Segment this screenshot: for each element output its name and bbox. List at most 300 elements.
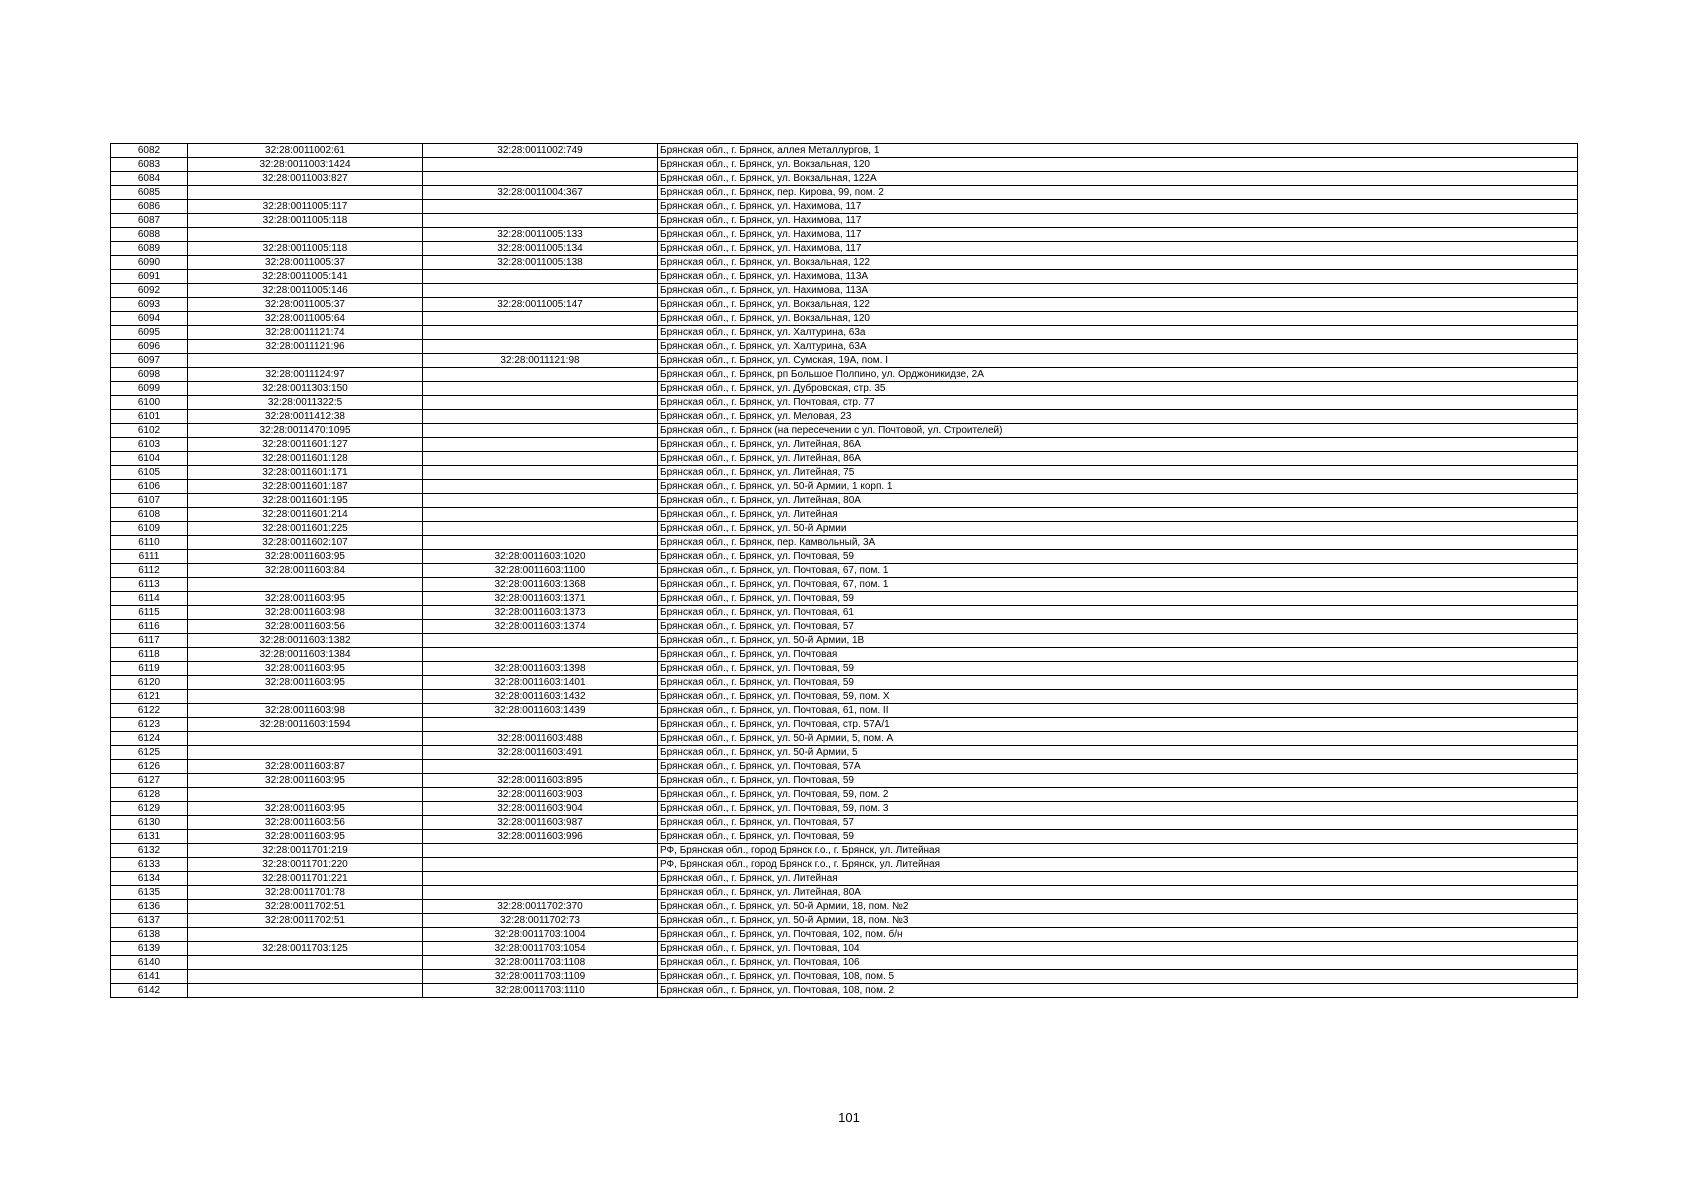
table-row bbox=[111, 956, 1578, 970]
cadastral-number-cell: 32:28:0011603:56 bbox=[188, 620, 423, 634]
address-cell: Брянская обл., г. Брянск, ул. Халтурина, 63а bbox=[658, 326, 1578, 340]
object-cadastral-number-cell bbox=[423, 424, 658, 438]
row-number-cell: 6090 bbox=[111, 256, 188, 270]
object-cadastral-number-cell: 32:28:0011703:1108 bbox=[423, 956, 658, 970]
object-cadastral-number-cell bbox=[423, 634, 658, 648]
row-number-cell: 6082 bbox=[111, 144, 188, 158]
row-number-cell: 6110 bbox=[111, 536, 188, 550]
table-row bbox=[111, 564, 1578, 578]
address-cell: Брянская обл., г. Брянск, ул. Почтовая bbox=[658, 648, 1578, 662]
cadastral-number-cell: 32:28:0011005:118 bbox=[188, 214, 423, 228]
cadastral-number-cell bbox=[188, 732, 423, 746]
object-cadastral-number-cell: 32:28:0011603:1100 bbox=[423, 564, 658, 578]
cadastral-number-cell: 32:28:0011601:171 bbox=[188, 466, 423, 480]
address-cell: Брянская обл., г. Брянск, ул. 50-й Армии, 1В bbox=[658, 634, 1578, 648]
row-number-cell: 6103 bbox=[111, 438, 188, 452]
row-number-cell: 6140 bbox=[111, 956, 188, 970]
table-row bbox=[111, 368, 1578, 382]
address-cell: Брянская обл., г. Брянск, ул. Почтовая, 102, пом. б/н bbox=[658, 928, 1578, 942]
row-number-cell: 6126 bbox=[111, 760, 188, 774]
register-sheet bbox=[110, 143, 1578, 998]
object-cadastral-number-cell bbox=[423, 522, 658, 536]
table-row bbox=[111, 578, 1578, 592]
table-row bbox=[111, 214, 1578, 228]
address-cell: Брянская обл., г. Брянск, ул. Почтовая, 59 bbox=[658, 774, 1578, 788]
row-number-cell: 6092 bbox=[111, 284, 188, 298]
address-cell: Брянская обл., г. Брянск, ул. Литейная bbox=[658, 872, 1578, 886]
object-cadastral-number-cell: 32:28:0011603:996 bbox=[423, 830, 658, 844]
row-number-cell: 6111 bbox=[111, 550, 188, 564]
cadastral-number-cell: 32:28:0011005:37 bbox=[188, 256, 423, 270]
cadastral-number-cell: 32:28:0011412:38 bbox=[188, 410, 423, 424]
row-number-cell: 6135 bbox=[111, 886, 188, 900]
object-cadastral-number-cell bbox=[423, 326, 658, 340]
table-row bbox=[111, 494, 1578, 508]
table-row bbox=[111, 858, 1578, 872]
cadastral-number-cell: 32:28:0011601:195 bbox=[188, 494, 423, 508]
object-cadastral-number-cell bbox=[423, 466, 658, 480]
address-cell: Брянская обл., г. Брянск, ул. 50-й Армии, 18, пом. №3 bbox=[658, 914, 1578, 928]
object-cadastral-number-cell: 32:28:0011603:1368 bbox=[423, 578, 658, 592]
address-cell: РФ, Брянская обл., город Брянск г.о., г. Брянск, ул. Литейная bbox=[658, 858, 1578, 872]
address-cell: РФ, Брянская обл., город Брянск г.о., г. Брянск, ул. Литейная bbox=[658, 844, 1578, 858]
address-cell: Брянская обл., г. Брянск, ул. Почтовая, 104 bbox=[658, 942, 1578, 956]
row-number-cell: 6114 bbox=[111, 592, 188, 606]
row-number-cell: 6118 bbox=[111, 648, 188, 662]
cadastral-number-cell: 32:28:0011603:87 bbox=[188, 760, 423, 774]
table-row bbox=[111, 844, 1578, 858]
cadastral-number-cell bbox=[188, 788, 423, 802]
row-number-cell: 6105 bbox=[111, 466, 188, 480]
object-cadastral-number-cell: 32:28:0011603:903 bbox=[423, 788, 658, 802]
cadastral-number-cell: 32:28:0011603:1382 bbox=[188, 634, 423, 648]
address-cell: Брянская обл., г. Брянск, ул. Почтовая, 59 bbox=[658, 550, 1578, 564]
table-row bbox=[111, 732, 1578, 746]
row-number-cell: 6117 bbox=[111, 634, 188, 648]
row-number-cell: 6129 bbox=[111, 802, 188, 816]
address-cell: Брянская обл., г. Брянск, ул. Нахимова, 117 bbox=[658, 200, 1578, 214]
table-row bbox=[111, 970, 1578, 984]
row-number-cell: 6130 bbox=[111, 816, 188, 830]
object-cadastral-number-cell: 32:28:0011702:73 bbox=[423, 914, 658, 928]
table-row bbox=[111, 508, 1578, 522]
object-cadastral-number-cell bbox=[423, 480, 658, 494]
object-cadastral-number-cell: 32:28:0011603:1432 bbox=[423, 690, 658, 704]
table-row bbox=[111, 438, 1578, 452]
object-cadastral-number-cell: 32:28:0011603:904 bbox=[423, 802, 658, 816]
cadastral-number-cell: 32:28:0011601:127 bbox=[188, 438, 423, 452]
address-cell: Брянская обл., г. Брянск, аллея Металлургов, 1 bbox=[658, 144, 1578, 158]
cadastral-number-cell: 32:28:0011005:37 bbox=[188, 298, 423, 312]
table-row bbox=[111, 340, 1578, 354]
cadastral-number-cell: 32:28:0011701:219 bbox=[188, 844, 423, 858]
address-cell: Брянская обл., г. Брянск, ул. Почтовая, 59 bbox=[658, 662, 1578, 676]
address-cell: Брянская обл., г. Брянск, ул. Нахимова, 117 bbox=[658, 228, 1578, 242]
address-cell: Брянская обл., г. Брянск, ул. Дубровская, стр. 35 bbox=[658, 382, 1578, 396]
table-row bbox=[111, 158, 1578, 172]
address-cell: Брянская обл., г. Брянск, ул. Вокзальная, 122А bbox=[658, 172, 1578, 186]
address-cell: Брянская обл., г. Брянск, ул. Почтовая, 59, пом. 2 bbox=[658, 788, 1578, 802]
row-number-cell: 6102 bbox=[111, 424, 188, 438]
address-cell: Брянская обл., г. Брянск, ул. Халтурина, 63А bbox=[658, 340, 1578, 354]
address-cell: Брянская обл., г. Брянск, ул. Вокзальная, 122 bbox=[658, 256, 1578, 270]
object-cadastral-number-cell bbox=[423, 760, 658, 774]
row-number-cell: 6107 bbox=[111, 494, 188, 508]
table-row bbox=[111, 326, 1578, 340]
table-row bbox=[111, 452, 1578, 466]
address-cell: Брянская обл., г. Брянск, ул. Почтовая, 59 bbox=[658, 592, 1578, 606]
cadastral-number-cell: 32:28:0011701:220 bbox=[188, 858, 423, 872]
row-number-cell: 6123 bbox=[111, 718, 188, 732]
cadastral-number-cell: 32:28:0011601:214 bbox=[188, 508, 423, 522]
cadastral-number-cell: 32:28:0011602:107 bbox=[188, 536, 423, 550]
address-cell: Брянская обл., г. Брянск, ул. Почтовая, 61 bbox=[658, 606, 1578, 620]
address-cell: Брянская обл., г. Брянск, рп Большое Полпино, ул. Орджоникидзе, 2А bbox=[658, 368, 1578, 382]
object-cadastral-number-cell bbox=[423, 410, 658, 424]
object-cadastral-number-cell: 32:28:0011603:1371 bbox=[423, 592, 658, 606]
address-cell: Брянская обл., г. Брянск, ул. Вокзальная, 122 bbox=[658, 298, 1578, 312]
address-cell: Брянская обл., г. Брянск, ул. Нахимова, 113А bbox=[658, 270, 1578, 284]
row-number-cell: 6132 bbox=[111, 844, 188, 858]
table-row bbox=[111, 648, 1578, 662]
register-table-body bbox=[111, 144, 1578, 998]
object-cadastral-number-cell bbox=[423, 214, 658, 228]
row-number-cell: 6125 bbox=[111, 746, 188, 760]
row-number-cell: 6119 bbox=[111, 662, 188, 676]
address-cell: Брянская обл., г. Брянск, ул. Почтовая, 57 bbox=[658, 620, 1578, 634]
table-row bbox=[111, 550, 1578, 564]
table-row bbox=[111, 144, 1578, 158]
address-cell: Брянская обл., г. Брянск, ул. Нахимова, 117 bbox=[658, 214, 1578, 228]
table-row bbox=[111, 886, 1578, 900]
object-cadastral-number-cell bbox=[423, 886, 658, 900]
object-cadastral-number-cell bbox=[423, 284, 658, 298]
address-cell: Брянская обл., г. Брянск, ул. Почтовая, 57А bbox=[658, 760, 1578, 774]
address-cell: Брянская обл., г. Брянск, ул. Почтовая, 108, пом. 2 bbox=[658, 984, 1578, 998]
table-row bbox=[111, 312, 1578, 326]
row-number-cell: 6131 bbox=[111, 830, 188, 844]
row-number-cell: 6124 bbox=[111, 732, 188, 746]
table-row bbox=[111, 242, 1578, 256]
row-number-cell: 6134 bbox=[111, 872, 188, 886]
address-cell: Брянская обл., г. Брянск, ул. 50-й Армии, 5, пом. А bbox=[658, 732, 1578, 746]
object-cadastral-number-cell: 32:28:0011603:1373 bbox=[423, 606, 658, 620]
table-row bbox=[111, 200, 1578, 214]
cadastral-number-cell bbox=[188, 186, 423, 200]
address-cell: Брянская обл., г. Брянск, ул. Нахимова, 113А bbox=[658, 284, 1578, 298]
row-number-cell: 6098 bbox=[111, 368, 188, 382]
cadastral-number-cell: 32:28:0011702:51 bbox=[188, 900, 423, 914]
cadastral-number-cell: 32:28:0011005:146 bbox=[188, 284, 423, 298]
object-cadastral-number-cell bbox=[423, 872, 658, 886]
table-row bbox=[111, 480, 1578, 494]
object-cadastral-number-cell bbox=[423, 648, 658, 662]
cadastral-number-cell bbox=[188, 984, 423, 998]
address-cell: Брянская обл., г. Брянск, ул. Почтовая, стр. 77 bbox=[658, 396, 1578, 410]
table-row bbox=[111, 830, 1578, 844]
cadastral-number-cell bbox=[188, 354, 423, 368]
row-number-cell: 6115 bbox=[111, 606, 188, 620]
row-number-cell: 6095 bbox=[111, 326, 188, 340]
object-cadastral-number-cell bbox=[423, 200, 658, 214]
cadastral-number-cell: 32:28:0011603:1384 bbox=[188, 648, 423, 662]
cadastral-number-cell: 32:28:0011005:141 bbox=[188, 270, 423, 284]
cadastral-number-cell: 32:28:0011121:96 bbox=[188, 340, 423, 354]
address-cell: Брянская обл., г. Брянск, ул. Почтовая, 67, пом. 1 bbox=[658, 564, 1578, 578]
cadastral-number-cell: 32:28:0011002:61 bbox=[188, 144, 423, 158]
address-cell: Брянская обл., г. Брянск, ул. Почтовая, 108, пом. 5 bbox=[658, 970, 1578, 984]
row-number-cell: 6137 bbox=[111, 914, 188, 928]
object-cadastral-number-cell: 32:28:0011005:133 bbox=[423, 228, 658, 242]
object-cadastral-number-cell: 32:28:0011603:488 bbox=[423, 732, 658, 746]
cadastral-number-cell: 32:28:0011003:827 bbox=[188, 172, 423, 186]
object-cadastral-number-cell: 32:28:0011005:147 bbox=[423, 298, 658, 312]
object-cadastral-number-cell bbox=[423, 844, 658, 858]
table-row bbox=[111, 228, 1578, 242]
table-row bbox=[111, 620, 1578, 634]
address-cell: Брянская обл., г. Брянск, ул. Почтовая, 59, пом. 3 bbox=[658, 802, 1578, 816]
object-cadastral-number-cell bbox=[423, 172, 658, 186]
object-cadastral-number-cell: 32:28:0011121:98 bbox=[423, 354, 658, 368]
cadastral-number-cell: 32:28:0011701:78 bbox=[188, 886, 423, 900]
table-row bbox=[111, 914, 1578, 928]
address-cell: Брянская обл., г. Брянск, ул. Почтовая, 106 bbox=[658, 956, 1578, 970]
row-number-cell: 6127 bbox=[111, 774, 188, 788]
row-number-cell: 6094 bbox=[111, 312, 188, 326]
table-row bbox=[111, 592, 1578, 606]
cadastral-number-cell: 32:28:0011702:51 bbox=[188, 914, 423, 928]
cadastral-number-cell: 32:28:0011603:95 bbox=[188, 830, 423, 844]
cadastral-number-cell: 32:28:0011005:64 bbox=[188, 312, 423, 326]
address-cell: Брянская обл., г. Брянск, ул. Меловая, 23 bbox=[658, 410, 1578, 424]
object-cadastral-number-cell: 32:28:0011603:1398 bbox=[423, 662, 658, 676]
row-number-cell: 6133 bbox=[111, 858, 188, 872]
cadastral-number-cell: 32:28:0011601:128 bbox=[188, 452, 423, 466]
row-number-cell: 6112 bbox=[111, 564, 188, 578]
object-cadastral-number-cell bbox=[423, 396, 658, 410]
page-number: 101 bbox=[838, 1110, 860, 1125]
cadastral-number-cell: 32:28:0011601:187 bbox=[188, 480, 423, 494]
cadastral-number-cell: 32:28:0011003:1424 bbox=[188, 158, 423, 172]
row-number-cell: 6128 bbox=[111, 788, 188, 802]
table-row bbox=[111, 522, 1578, 536]
table-row bbox=[111, 760, 1578, 774]
object-cadastral-number-cell: 32:28:0011703:1110 bbox=[423, 984, 658, 998]
address-cell: Брянская обл., г. Брянск, ул. Почтовая, 59, пом. X bbox=[658, 690, 1578, 704]
table-row bbox=[111, 382, 1578, 396]
row-number-cell: 6141 bbox=[111, 970, 188, 984]
row-number-cell: 6088 bbox=[111, 228, 188, 242]
table-row bbox=[111, 802, 1578, 816]
object-cadastral-number-cell bbox=[423, 368, 658, 382]
row-number-cell: 6091 bbox=[111, 270, 188, 284]
cadastral-number-cell: 32:28:0011322:5 bbox=[188, 396, 423, 410]
object-cadastral-number-cell bbox=[423, 340, 658, 354]
address-cell: Брянская обл., г. Брянск, ул. Почтовая, 59 bbox=[658, 676, 1578, 690]
object-cadastral-number-cell: 32:28:0011603:1401 bbox=[423, 676, 658, 690]
address-cell: Брянская обл., г. Брянск, ул. Почтовая, 57 bbox=[658, 816, 1578, 830]
address-cell: Брянская обл., г. Брянск, ул. Почтовая, стр. 57А/1 bbox=[658, 718, 1578, 732]
table-row bbox=[111, 816, 1578, 830]
cadastral-number-cell bbox=[188, 746, 423, 760]
row-number-cell: 6101 bbox=[111, 410, 188, 424]
table-row bbox=[111, 284, 1578, 298]
row-number-cell: 6121 bbox=[111, 690, 188, 704]
table-row bbox=[111, 172, 1578, 186]
table-row bbox=[111, 872, 1578, 886]
address-cell: Брянская обл., г. Брянск, ул. 50-й Армии bbox=[658, 522, 1578, 536]
table-row bbox=[111, 466, 1578, 480]
row-number-cell: 6100 bbox=[111, 396, 188, 410]
row-number-cell: 6116 bbox=[111, 620, 188, 634]
row-number-cell: 6113 bbox=[111, 578, 188, 592]
object-cadastral-number-cell: 32:28:0011603:987 bbox=[423, 816, 658, 830]
row-number-cell: 6097 bbox=[111, 354, 188, 368]
cadastral-number-cell bbox=[188, 228, 423, 242]
table-row bbox=[111, 634, 1578, 648]
row-number-cell: 6138 bbox=[111, 928, 188, 942]
address-cell: Брянская обл., г. Брянск, ул. Вокзальная, 120 bbox=[658, 158, 1578, 172]
cadastral-number-cell: 32:28:0011701:221 bbox=[188, 872, 423, 886]
row-number-cell: 6089 bbox=[111, 242, 188, 256]
cadastral-number-cell: 32:28:0011124:97 bbox=[188, 368, 423, 382]
cadastral-number-cell: 32:28:0011603:56 bbox=[188, 816, 423, 830]
object-cadastral-number-cell: 32:28:0011603:895 bbox=[423, 774, 658, 788]
table-row bbox=[111, 270, 1578, 284]
cadastral-number-cell bbox=[188, 956, 423, 970]
row-number-cell: 6099 bbox=[111, 382, 188, 396]
address-cell: Брянская обл., г. Брянск, ул. Вокзальная, 120 bbox=[658, 312, 1578, 326]
row-number-cell: 6086 bbox=[111, 200, 188, 214]
table-row bbox=[111, 788, 1578, 802]
row-number-cell: 6139 bbox=[111, 942, 188, 956]
cadastral-number-cell bbox=[188, 970, 423, 984]
address-cell: Брянская обл., г. Брянск, ул. Почтовая, 59 bbox=[658, 830, 1578, 844]
row-number-cell: 6104 bbox=[111, 452, 188, 466]
cadastral-number-cell: 32:28:0011603:84 bbox=[188, 564, 423, 578]
object-cadastral-number-cell bbox=[423, 158, 658, 172]
object-cadastral-number-cell: 32:28:0011603:491 bbox=[423, 746, 658, 760]
cadastral-number-cell: 32:28:0011005:118 bbox=[188, 242, 423, 256]
cadastral-number-cell: 32:28:0011470:1095 bbox=[188, 424, 423, 438]
object-cadastral-number-cell: 32:28:0011005:134 bbox=[423, 242, 658, 256]
table-row bbox=[111, 354, 1578, 368]
object-cadastral-number-cell: 32:28:0011603:1374 bbox=[423, 620, 658, 634]
object-cadastral-number-cell bbox=[423, 438, 658, 452]
row-number-cell: 6122 bbox=[111, 704, 188, 718]
table-row bbox=[111, 928, 1578, 942]
cadastral-number-cell bbox=[188, 578, 423, 592]
table-row bbox=[111, 942, 1578, 956]
address-cell: Брянская обл., г. Брянск, ул. Литейная, 86А bbox=[658, 438, 1578, 452]
object-cadastral-number-cell: 32:28:0011603:1020 bbox=[423, 550, 658, 564]
object-cadastral-number-cell: 32:28:0011703:1004 bbox=[423, 928, 658, 942]
cadastral-number-cell: 32:28:0011603:95 bbox=[188, 592, 423, 606]
address-cell: Брянская обл., г. Брянск, ул. Сумская, 19А, пом. I bbox=[658, 354, 1578, 368]
row-number-cell: 6093 bbox=[111, 298, 188, 312]
row-number-cell: 6142 bbox=[111, 984, 188, 998]
object-cadastral-number-cell: 32:28:0011703:1109 bbox=[423, 970, 658, 984]
address-cell: Брянская обл., г. Брянск, ул. Нахимова, 117 bbox=[658, 242, 1578, 256]
address-cell: Брянская обл., г. Брянск, пер. Кирова, 99, пом. 2 bbox=[658, 186, 1578, 200]
table-row bbox=[111, 662, 1578, 676]
address-cell: Брянская обл., г. Брянск, ул. Литейная bbox=[658, 508, 1578, 522]
cadastral-number-cell: 32:28:0011603:1594 bbox=[188, 718, 423, 732]
table-row bbox=[111, 410, 1578, 424]
address-cell: Брянская обл., г. Брянск, ул. Литейная, 80А bbox=[658, 494, 1578, 508]
row-number-cell: 6087 bbox=[111, 214, 188, 228]
cadastral-number-cell: 32:28:0011603:98 bbox=[188, 606, 423, 620]
object-cadastral-number-cell: 32:28:0011702:370 bbox=[423, 900, 658, 914]
table-row bbox=[111, 606, 1578, 620]
table-row bbox=[111, 718, 1578, 732]
object-cadastral-number-cell bbox=[423, 312, 658, 326]
table-row bbox=[111, 298, 1578, 312]
object-cadastral-number-cell bbox=[423, 858, 658, 872]
address-cell: Брянская обл., г. Брянск, пер. Камвольный, 3А bbox=[658, 536, 1578, 550]
address-cell: Брянская обл., г. Брянск, ул. Почтовая, 61, пом. II bbox=[658, 704, 1578, 718]
row-number-cell: 6109 bbox=[111, 522, 188, 536]
address-cell: Брянская обл., г. Брянск, ул. Литейная, 80А bbox=[658, 886, 1578, 900]
row-number-cell: 6106 bbox=[111, 480, 188, 494]
object-cadastral-number-cell: 32:28:0011002:749 bbox=[423, 144, 658, 158]
address-cell: Брянская обл., г. Брянск, ул. Литейная, 75 bbox=[658, 466, 1578, 480]
row-number-cell: 6120 bbox=[111, 676, 188, 690]
object-cadastral-number-cell bbox=[423, 718, 658, 732]
row-number-cell: 6108 bbox=[111, 508, 188, 522]
address-cell: Брянская обл., г. Брянск (на пересечении с ул. Почтовой, ул. Строителей) bbox=[658, 424, 1578, 438]
cadastral-number-cell: 32:28:0011005:117 bbox=[188, 200, 423, 214]
row-number-cell: 6083 bbox=[111, 158, 188, 172]
table-row bbox=[111, 424, 1578, 438]
cadastral-number-cell bbox=[188, 690, 423, 704]
address-cell: Брянская обл., г. Брянск, ул. Почтовая, 67, пом. 1 bbox=[658, 578, 1578, 592]
cadastral-number-cell bbox=[188, 928, 423, 942]
object-cadastral-number-cell bbox=[423, 494, 658, 508]
address-cell: Брянская обл., г. Брянск, ул. 50-й Армии, 18, пом. №2 bbox=[658, 900, 1578, 914]
property-register-table bbox=[110, 143, 1578, 998]
row-number-cell: 6136 bbox=[111, 900, 188, 914]
object-cadastral-number-cell bbox=[423, 382, 658, 396]
object-cadastral-number-cell: 32:28:0011005:138 bbox=[423, 256, 658, 270]
table-row bbox=[111, 704, 1578, 718]
cadastral-number-cell: 32:28:0011303:150 bbox=[188, 382, 423, 396]
object-cadastral-number-cell: 32:28:0011603:1439 bbox=[423, 704, 658, 718]
object-cadastral-number-cell bbox=[423, 452, 658, 466]
table-row bbox=[111, 690, 1578, 704]
object-cadastral-number-cell bbox=[423, 536, 658, 550]
object-cadastral-number-cell: 32:28:0011004:367 bbox=[423, 186, 658, 200]
object-cadastral-number-cell: 32:28:0011703:1054 bbox=[423, 942, 658, 956]
table-row bbox=[111, 256, 1578, 270]
cadastral-number-cell: 32:28:0011121:74 bbox=[188, 326, 423, 340]
address-cell: Брянская обл., г. Брянск, ул. 50-й Армии, 1 корп. 1 bbox=[658, 480, 1578, 494]
cadastral-number-cell: 32:28:0011603:95 bbox=[188, 802, 423, 816]
table-row bbox=[111, 774, 1578, 788]
row-number-cell: 6085 bbox=[111, 186, 188, 200]
object-cadastral-number-cell bbox=[423, 508, 658, 522]
cadastral-number-cell: 32:28:0011603:95 bbox=[188, 774, 423, 788]
cadastral-number-cell: 32:28:0011603:95 bbox=[188, 662, 423, 676]
address-cell: Брянская обл., г. Брянск, ул. 50-й Армии, 5 bbox=[658, 746, 1578, 760]
cadastral-number-cell: 32:28:0011603:98 bbox=[188, 704, 423, 718]
table-row bbox=[111, 186, 1578, 200]
address-cell: Брянская обл., г. Брянск, ул. Литейная, 86А bbox=[658, 452, 1578, 466]
row-number-cell: 6096 bbox=[111, 340, 188, 354]
table-row bbox=[111, 984, 1578, 998]
cadastral-number-cell: 32:28:0011601:225 bbox=[188, 522, 423, 536]
cadastral-number-cell: 32:28:0011603:95 bbox=[188, 676, 423, 690]
